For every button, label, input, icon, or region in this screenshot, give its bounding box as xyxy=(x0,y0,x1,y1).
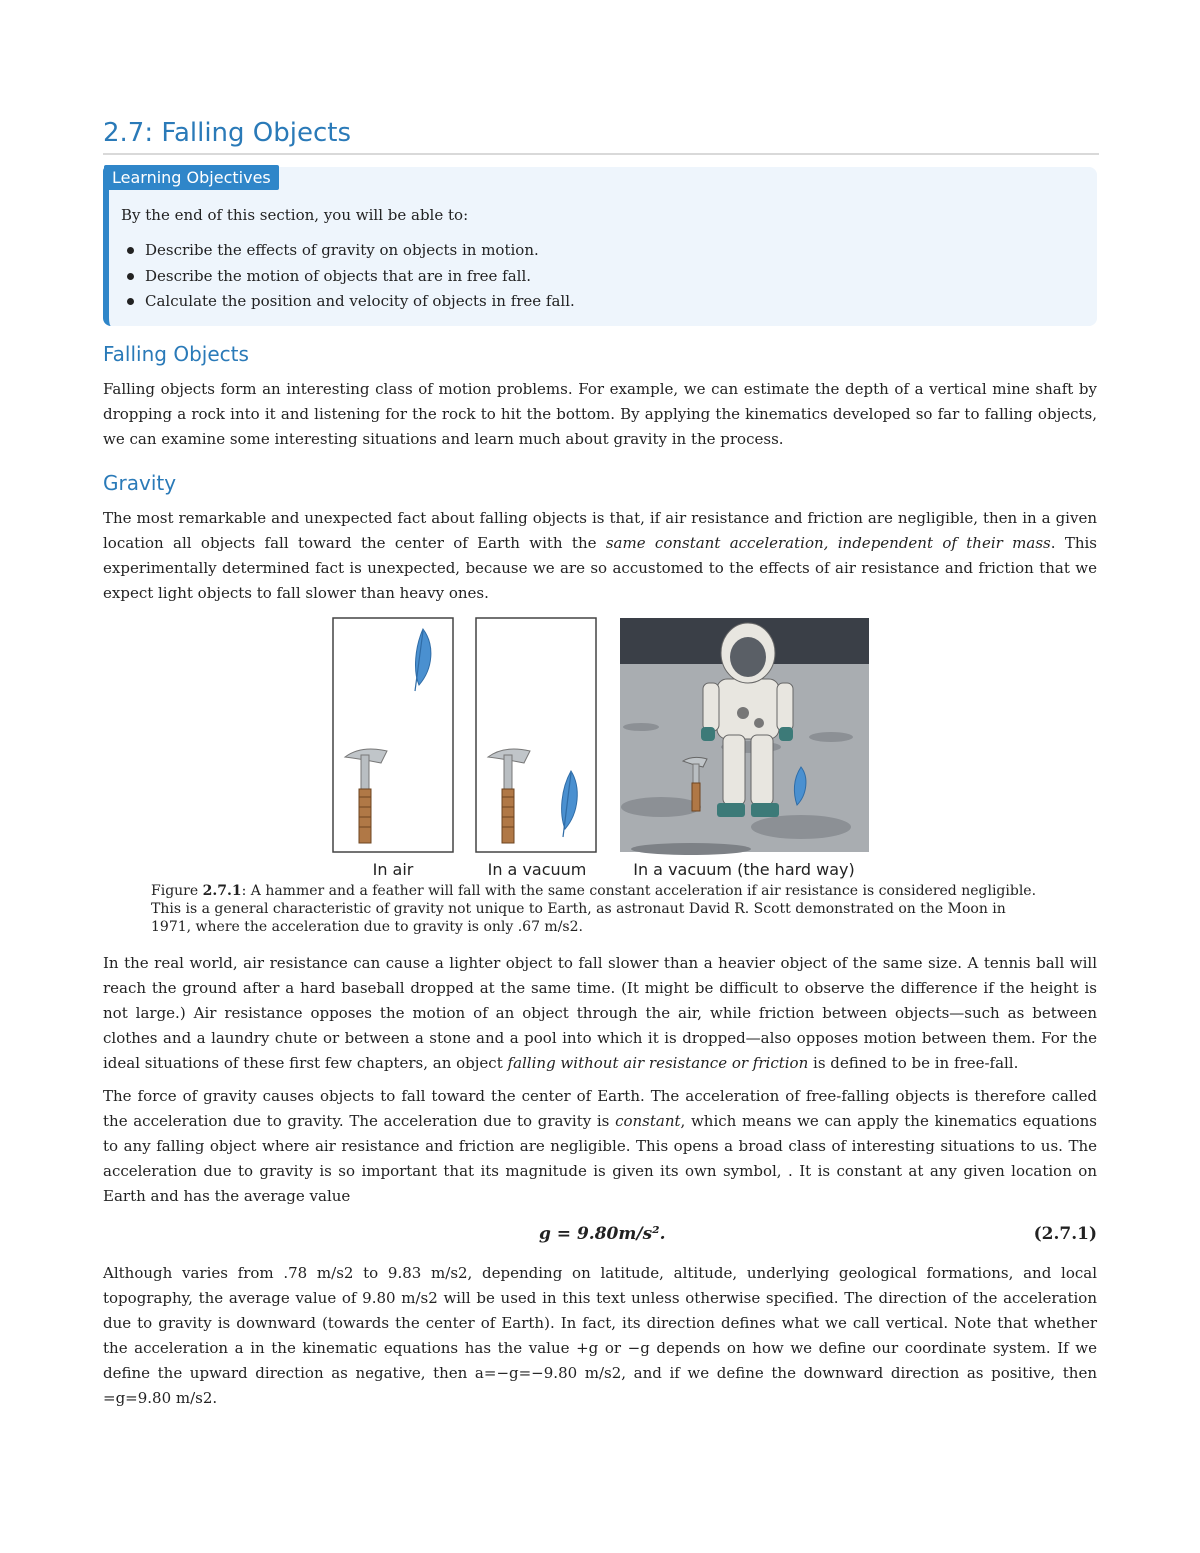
paragraph-gravity: The most remarkable and unexpected fact about falling objects is that, if air resistance and friction are negligible, then in a given location all objects fall toward the center of Earth with the same constant acceleration, independent of their mass. This experimentally determined fact is unexpected, because we are so accustomed to the effects of air resistance and friction that we expect light objects to fall slower than heavy ones. xyxy=(103,509,1097,602)
figure-hammer-feather xyxy=(331,617,871,882)
figure-caption: Figure 2.7.1: A hammer and a feather will fall with the same constant acceleration if air resistance is considered negligible. This is a general characteristic of gravity not unique to Earth, as astronaut David R. Scott demonstrated on the Moon in 1971, where the acceleration due to gravity is only .67 m/s2. xyxy=(151,883,1037,935)
paragraph-force-of-gravity: The force of gravity causes objects to fall toward the center of Earth. The acceleration of free-falling objects is therefore called the acceleration due to gravity. The acceleration due to gravity is constant, which means we can apply the kinematics equations to any falling object where air resistance and friction are negligible. This opens a broad class of interesting situations to us. The acceleration due to gravity is so important that its magnitude is given its own symbol, . It is constant at any given location on Earth and has the average value xyxy=(103,1087,1097,1205)
learning-objectives-tab: Learning Objectives xyxy=(104,165,279,190)
emphasis-text: falling without air resistance or friction xyxy=(507,1054,809,1072)
list-item: Describe the motion of objects that are in free fall. xyxy=(123,266,575,292)
panel-hard-way xyxy=(620,618,869,855)
figure-number: 2.7.1 xyxy=(202,883,242,899)
emphasis-text: same constant acceleration, independent of their mass xyxy=(605,534,1051,552)
learning-objectives-intro: By the end of this section, you will be able to: xyxy=(121,206,469,224)
title-divider xyxy=(103,153,1099,155)
section-heading-falling-objects: Falling Objects xyxy=(103,342,249,366)
equation-gravity xyxy=(103,1224,1097,1250)
page-title: 2.7: Falling Objects xyxy=(103,118,352,148)
section-heading-gravity: Gravity xyxy=(103,471,177,495)
list-item: Describe the effects of gravity on objects in motion. xyxy=(123,240,575,266)
equation-body: g = 9.80m/s². xyxy=(539,1224,666,1244)
panel-label-hard-way: In a vacuum (the hard way) xyxy=(633,860,855,879)
figure-illustration xyxy=(331,617,871,882)
paragraph-falling-objects: Falling objects form an interesting class of motion problems. For example, we can estimate the depth of a vertical mine shaft by dropping a rock into it and listening for the rock to hit the bottom. By applying the kinematics developed so far to falling objects, we can examine some interesting situations and learn much about gravity in the process. xyxy=(103,380,1097,448)
paragraph-real-world: In the real world, air resistance can cause a lighter object to fall slower than a heavier object of the same size. A tennis ball will reach the ground after a hard baseball dropped at the same time. (It might be difficult to observe the difference if the height is not large.) Air resistance opposes the motion of an object through the air, while friction between objects—such as between clothes and a laundry chute or between a stone and a pool into which it is dropped—also opposes motion between them. For the ideal situations of these first few chapters, an object falling without air resistance or friction is defined to be in free-fall. xyxy=(103,954,1097,1072)
learning-objectives-list xyxy=(123,240,575,317)
emphasis-text: constant xyxy=(615,1112,681,1130)
equation-number: (2.7.1) xyxy=(1033,1224,1097,1244)
panel-in-air xyxy=(333,618,453,852)
panel-label-in-air: In air xyxy=(372,860,414,879)
list-item: Calculate the position and velocity of objects in free fall. xyxy=(123,291,575,317)
paragraph-although: Although varies from .78 m/s2 to 9.83 m/s2, depending on latitude, altitude, underlying geological formations, and local topography, the average value of 9.80 m/s2 will be used in this text unless otherwise specified. The direction of the acceleration due to gravity is downward (towards the center of Earth). In fact, its direction defines what we call vertical. Note that whether the acceleration a in the kinematic equations has the value +g or −g depends on how we define our coordinate system. If we define the upward direction as negative, then a=−g=−9.80 m/s2, and if we define the downward direction as positive, then =g=9.80 m/s2. xyxy=(103,1264,1097,1407)
panel-in-a-vacuum xyxy=(476,618,596,852)
panel-label-in-a-vacuum: In a vacuum xyxy=(487,860,587,879)
